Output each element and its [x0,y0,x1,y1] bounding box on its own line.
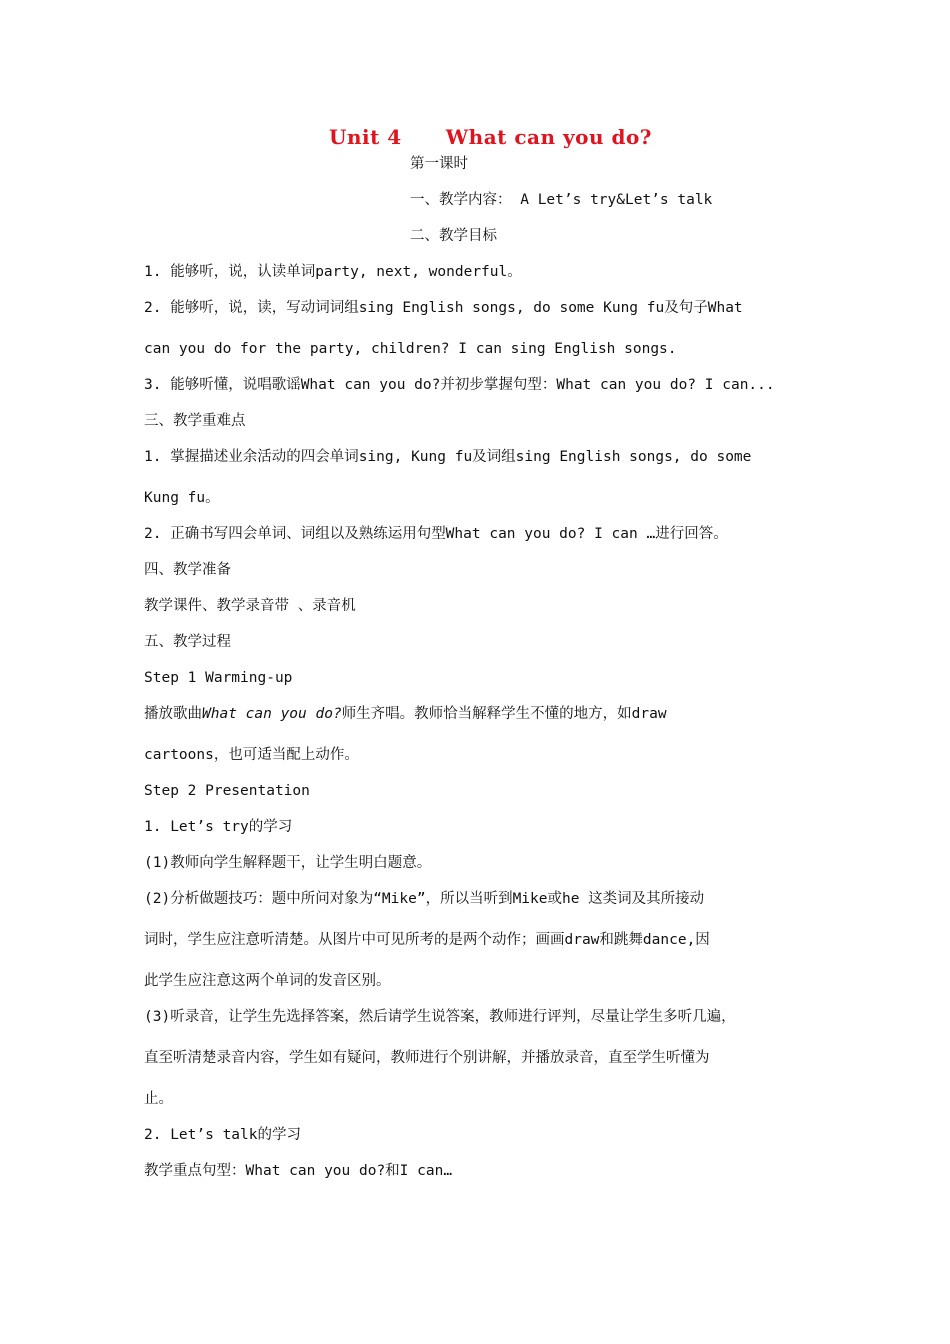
section-teaching-goals: 二、教学目标 [410,228,497,244]
lets-try-item-3: (3)听录音，让学生先选择答案，然后请学生说答案，教师进行评判，尽量让学生多听几遍， [144,1009,736,1025]
goal-item-2-cont: can you do for the party, children? I can sing English songs. [144,341,677,357]
lets-try-item-2-cont2: 此学生应注意这两个单词的发音区别。 [144,973,391,989]
key-point-2: 2. 正确书写四会单词、词组以及熟练运用句型What can you do? I can …进行回答。 [144,526,728,542]
lets-try-item-2: (2)分析做题技巧：题中所问对象为“Mike”，所以当听到Mike或he 这类词及其所接动 [144,891,705,907]
step-2-heading: Step 2 Presentation [144,783,310,799]
warmup-song-title: What can you do? [202,706,342,722]
goal-item-1: 1. 能够听，说，认读单词party, next, wonderful。 [144,264,522,280]
section-teaching-content: 一、教学内容： A Let’s try&Let’s talk [410,192,713,208]
lets-try-item-3-cont2: 止。 [144,1091,173,1107]
goal-item-2: 2. 能够听，说，读，写动词词组sing English songs, do some Kung fu及句子What [144,300,743,316]
section-process: 五、教学过程 [144,634,231,650]
unit-number: Unit 4 [329,125,402,149]
warmup-post: 师生齐唱。教师恰当解释学生不懂的地方，如draw [341,706,667,722]
lets-talk-key-sentence: 教学重点句型：What can you do?和I can… [144,1163,453,1179]
unit-title [329,125,652,149]
step-1-heading: Step 1 Warming-up [144,670,293,686]
lets-try-item-3-cont: 直至听清楚录音内容，学生如有疑问，教师进行个别讲解，并播放录音，直至学生听懂为 [144,1050,710,1066]
unit-topic: What can you do? [445,125,653,149]
section-preparation: 四、教学准备 [144,562,231,578]
warmup-paragraph-cont: cartoons，也可适当配上动作。 [144,747,359,763]
warmup-pre: 播放歌曲 [144,706,202,722]
key-point-1-cont: Kung fu。 [144,490,220,506]
lets-try-item-2-cont: 词时，学生应注意听清楚。从图片中可见所考的是两个动作；画画draw和跳舞dance,因 [144,932,710,948]
section-key-points: 三、教学重难点 [144,413,246,429]
goal-item-3: 3. 能够听懂，说唱歌谣What can you do?并初步掌握句型：What can you do? I can... [144,377,775,393]
lets-try-item-1: (1)教师向学生解释题干，让学生明白题意。 [144,855,432,871]
warmup-paragraph [144,704,667,724]
lets-try-heading: 1. Let’s try的学习 [144,819,293,835]
key-point-1: 1. 掌握描述业余活动的四会单词sing, Kung fu及词组sing English songs, do some [144,449,752,465]
lets-talk-heading: 2. Let’s talk的学习 [144,1127,301,1143]
preparation-items: 教学课件、教学录音带 、录音机 [144,598,356,614]
lesson-number: 第一课时 [410,156,468,172]
